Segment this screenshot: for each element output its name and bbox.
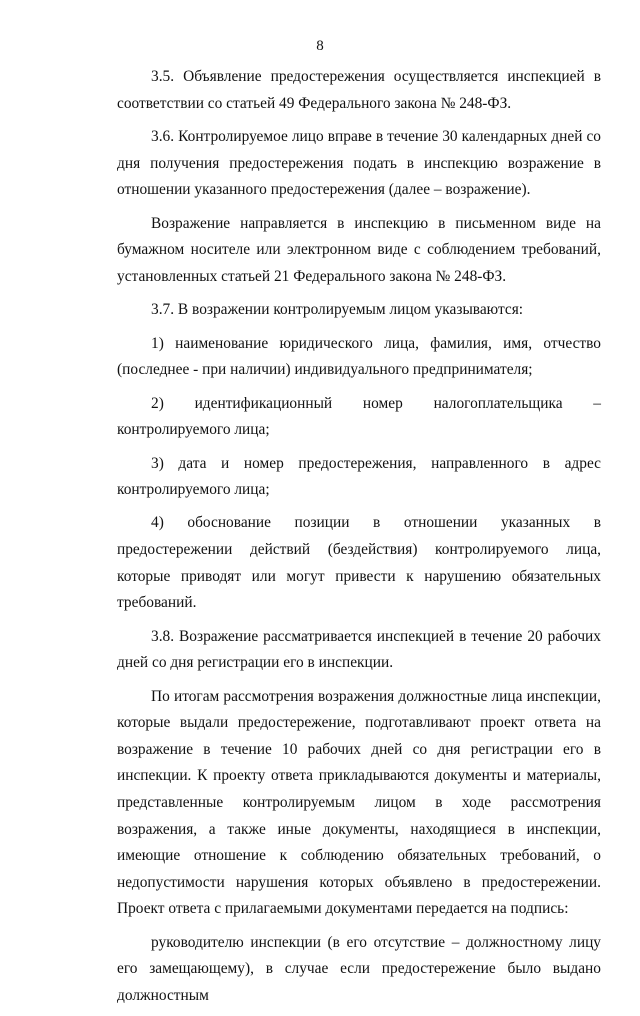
paragraph-objection-submission: Возражение направляется в инспекцию в письменном виде на бумажном носителе или электронном виде с соблюдением требований, установленных статьей 21 Федерального закона № 248-ФЗ. bbox=[117, 214, 601, 285]
list-item-1: 1) наименование юридического лица, фамилия, имя, отчество (последнее - при наличии) индивидуального предпринимателя; bbox=[117, 334, 601, 379]
paragraph-3-6: 3.6. Контролируемое лицо вправе в течение 30 календарных дней со дня получения предостережения подать в инспекцию возражение в отношении указанного предостережения (далее – возражение). bbox=[117, 127, 601, 199]
paragraph-review-results: По итогам рассмотрения возражения должностные лица инспекции, которые выдали предостережение, подготавливают проект ответа на возражение в течение 10 рабочих дней со дня регистрации его в инспекции. К проекту ответа прикладываются документы и материалы, представленные контролируемым лицом в ходе рассмотрения возражения, а также иные документы, находящиеся в инспекции, имеющие отношение к соблюдению обязательных требований, о недопустимости нарушения которых объявлено в предостережении. Проект ответа с прилагаемыми документами передается на подпись: bbox=[117, 687, 601, 918]
document-body bbox=[117, 64, 601, 1016]
paragraph-3-7: 3.7. В возражении контролируемым лицом указываются: bbox=[151, 301, 524, 319]
page-number: 8 bbox=[316, 38, 324, 54]
paragraph-signatory: руководителю инспекции (в его отсутствие – должностному лицу его замещающему), в случае если предостережение было выдано должностным bbox=[117, 933, 601, 1004]
list-item-2: 2) идентификационный номер налогоплательщика – контролируемого лица; bbox=[117, 394, 601, 439]
list-item-3: 3) дата и номер предостережения, направленного в адрес контролируемого лица; bbox=[117, 454, 601, 499]
paragraph-3-5: 3.5. Объявление предостережения осуществляется инспекцией в соответствии со статьей 49 Федерального закона № 248-ФЗ. bbox=[117, 68, 601, 112]
paragraph-3-8: 3.8. Возражение рассматривается инспекцией в течение 20 рабочих дней со дня регистрации его в инспекции. bbox=[117, 627, 601, 672]
list-item-4: 4) обоснование позиции в отношении указанных в предостережении действий (бездействия) контролируемого лица, которые приводят или могут привести к нарушению обязательных требований. bbox=[117, 514, 601, 612]
